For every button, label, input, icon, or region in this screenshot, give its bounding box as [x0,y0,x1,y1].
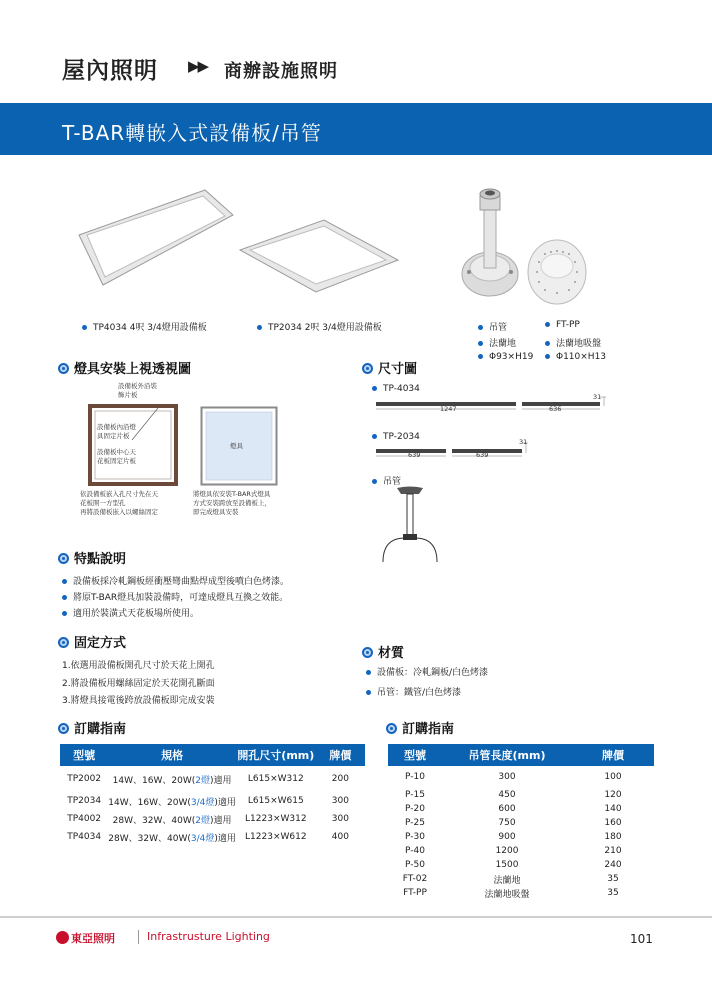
fixing-step: 3.將燈具接電後跨放設備板即完成安裝 [62,696,215,706]
tp2034-panel-image [236,218,406,293]
spec-lamps: 2燈 [195,775,210,786]
col-header: 吊管長度(mm) [442,744,572,766]
cell-price: 300 [331,814,349,824]
fixing-section-title [58,632,126,651]
bullet-icon [545,341,550,346]
col-header: 牌價 [316,744,365,766]
item-text: FT-PP [556,320,580,330]
footer-divider [0,916,712,918]
cell-model: TP4002 [67,814,102,824]
cell-model: TP2002 [67,774,102,784]
dimensions-section-title [362,358,417,377]
brand-mark-icon [56,931,69,944]
cell-model: P-40 [405,846,425,856]
tube-dim-drawing [375,486,445,566]
table-row [388,766,654,788]
cell-model: P-10 [405,772,425,782]
cell-price: 160 [604,818,622,828]
label-center [97,448,136,466]
cell-size: L1223×W312 [245,814,307,824]
dim-label-text: 吊管 [383,477,402,487]
bullet-icon [372,434,377,439]
table-row [60,810,365,828]
spec-text: )適用 [209,775,232,786]
note-line: 將燈具依安裝T-BAR式燈具 [193,490,271,498]
table-row [388,788,654,802]
table-row [388,830,654,844]
fixing-step: 2.將設備板用螺絲固定於天花開孔斷面 [62,679,215,689]
tp2034-dim-a: 639 [408,451,421,459]
item-text: 法蘭地吸盤 [556,339,602,349]
label-line: 設備板中心天 [97,448,136,456]
tube-item [478,336,516,349]
fixing-step: 1.依選用設備板開孔尺寸於天花上開孔 [62,661,215,671]
cell-model: FT-PP [403,888,427,898]
cell-price: 140 [604,804,622,814]
cell-model: FT-02 [402,874,428,884]
table-row [388,802,654,816]
cell-price: 35 [607,874,619,884]
spec-lamps: 2燈 [195,815,210,826]
brand-name: 東亞照明 [71,932,115,945]
feature-text: 將原T-BAR燈具加裝設備時，可達成燈具互換之效能。 [73,593,289,603]
cell-size: L615×W615 [247,796,304,806]
section-title-text: 固定方式 [74,636,127,651]
cell-spec [108,810,236,828]
table-row [388,844,654,858]
cell-model: P-50 [405,860,425,870]
bullet-icon [372,386,377,391]
cell-length: 法蘭地吸盤 [484,889,530,900]
cell-length: 750 [498,818,516,828]
cell-length: 法蘭地 [493,875,521,886]
table-row [388,886,654,900]
note-line: 方式安裝跨放至設備板上， [193,499,271,507]
label-inner [97,423,136,441]
order-left-title [58,718,126,737]
tp4034-panel-image [75,185,235,295]
bullet-icon [62,611,67,616]
caption-text: TP2034 2呎 3/4燈用設備板 [268,323,382,333]
note-line: 花板開一方型孔 [80,499,126,507]
tp2034-dim-h: 31 [519,438,528,446]
double-arrow-icon: ▶▶ [188,57,208,75]
features-section-title [58,548,126,567]
label-line: 具固定片板 [97,432,130,440]
table-row [388,872,654,886]
cell-model: P-25 [405,818,425,828]
spec-lamps: 3/4燈 [190,797,215,808]
label-outer [118,382,157,400]
cell-length: 1500 [495,860,519,870]
install-left-diagram [88,404,178,486]
table-header-row [388,744,654,766]
cell-spec [108,766,236,792]
tp2034-caption [257,320,382,333]
ftpp-item [545,352,606,362]
bullet-icon [257,325,262,330]
order-table-right [388,744,654,900]
tube-item [478,320,507,333]
order-table-left [60,744,365,846]
section-title-text: 訂購指南 [74,722,127,737]
table-row [388,858,654,872]
cell-spec [108,828,236,846]
section-title-text: 燈具安裝上視透視圖 [74,362,192,377]
install-note-right [193,490,271,517]
label-line: 設備板外沿裝 [118,382,157,390]
cell-price: 35 [607,888,619,898]
spec-text: )適用 [209,815,232,826]
col-header: 型號 [60,744,108,766]
caption-text: TP4034 4呎 3/4燈用設備板 [93,323,207,333]
item-text: 法蘭地 [489,339,517,349]
cell-price: 400 [331,832,349,842]
item-text: 吊管 [489,323,508,333]
brand-logo [56,930,115,946]
tp2034-dim-b: 639 [476,451,489,459]
ftpp-item [545,336,601,349]
ceiling-flange-image [525,232,590,307]
tp4034-dim-h: 31 [593,393,602,401]
hanging-tube-image [455,182,525,307]
install-section-title [58,358,191,377]
bullet-icon [372,479,377,484]
lamp-label: 燈具 [230,442,243,450]
page-number: 101 [630,932,653,946]
table-row [60,792,365,810]
cell-length: 300 [498,772,516,782]
material-text: 設備板：冷軋鋼板/白色烤漆 [377,668,489,678]
cell-model: TP4034 [67,832,102,842]
spec-text: 14W、16W、20W( [108,797,191,808]
material-item [366,665,488,678]
title-banner [0,103,712,155]
col-header: 規格 [108,744,236,766]
cell-length: 900 [498,832,516,842]
material-text: 吊管：鐵管/白色烤漆 [377,688,462,698]
note-line: 即完成燈具安裝 [193,508,239,516]
dim-label-text: TP-4034 [383,384,420,394]
cell-model: P-15 [405,790,425,800]
table-row [388,816,654,830]
cell-length: 450 [498,790,516,800]
cell-length: 600 [498,804,516,814]
cell-model: P-30 [405,832,425,842]
order-right-title [386,718,454,737]
cell-price: 100 [604,772,622,782]
bullet-icon [82,325,87,330]
cell-price: 200 [331,774,349,784]
bullet-icon [478,325,483,330]
tp4034-dim-b: 636 [549,405,562,413]
section-title-text: 尺寸圖 [378,362,418,377]
bullet-icon [366,670,371,675]
section-bullet-icon [386,723,397,734]
install-note-left [80,490,158,517]
bullet-icon [478,341,483,346]
ftpp-item [545,320,580,330]
footer-separator [138,930,139,944]
feature-text: 適用於裝潢式天花板場所使用。 [73,609,200,619]
tp2034-dim-drawing [372,440,542,462]
section-bullet-icon [58,637,69,648]
material-section-title [362,642,404,661]
label-line: 花板固定片板 [97,457,136,465]
col-header: 型號 [388,744,442,766]
item-text: Φ110×H13 [556,352,607,362]
section-title-text: 訂購指南 [402,722,455,737]
tp4034-dim-drawing [372,394,612,416]
note-line: 再將設備板嵌入以螺絲固定 [80,508,158,516]
bullet-icon [62,579,67,584]
col-header: 開孔尺寸(mm) [236,744,316,766]
feature-item [62,590,288,603]
section-bullet-icon [58,723,69,734]
tp4034-dim-a: 1247 [440,405,457,413]
label-line: 設備板內沿燈 [97,423,136,431]
bullet-icon [478,354,483,359]
bullet-icon [62,595,67,600]
section-bullet-icon [58,553,69,564]
spec-text: )適用 [214,797,236,808]
cell-size: L1223×W612 [245,832,307,842]
cell-length: 1200 [495,846,519,856]
spec-text: 14W、16W、20W( [112,775,196,786]
table-row [60,828,365,846]
section-title-text: 特點說明 [74,552,127,567]
table-header-row [60,744,365,766]
section-bullet-icon [58,363,69,374]
section-title-text: 材質 [378,646,405,661]
cell-model: P-20 [405,804,425,814]
table-row [60,766,365,792]
section-bullet-icon [362,647,373,658]
dim-label-text: TP-2034 [383,432,420,442]
feature-item [62,574,289,587]
tp4034-dim-label [372,384,420,394]
col-header: 牌價 [572,744,654,766]
bullet-icon [366,690,371,695]
cell-size: L615×W312 [247,774,304,784]
footer-tagline: Infrastrusture Lighting [147,930,270,943]
tube-item [478,352,533,362]
note-line: 依設備板嵌入孔尺寸先在天 [80,490,158,498]
page-subcategory: 商辦設施照明 [224,61,338,82]
bullet-icon [545,354,550,359]
spec-lamps: 3/4燈 [190,833,215,844]
label-line: 飾片板 [118,391,138,399]
cell-price: 210 [604,846,622,856]
cell-price: 240 [604,860,622,870]
feature-text: 設備板採冷軋鋼板經衝壓彎曲點焊成型後噴白色烤漆。 [73,577,290,587]
spec-text: 28W、32W、40W( [108,833,191,844]
bullet-icon [545,322,550,327]
section-bullet-icon [362,363,373,374]
tp4034-caption [82,320,207,333]
page-category-title: 屋內照明 [62,58,158,84]
spec-text: 28W、32W、40W( [112,815,196,826]
cell-price: 300 [331,796,349,806]
feature-item [62,606,199,619]
cell-model: TP2034 [67,796,102,806]
cell-spec [108,792,236,810]
cell-price: 120 [604,790,622,800]
spec-text: )適用 [214,833,236,844]
material-item [366,685,461,698]
cell-price: 180 [604,832,622,842]
banner-title: T-BAR轉嵌入式設備板/吊管 [62,121,322,145]
item-text: Φ93×H19 [489,352,534,362]
